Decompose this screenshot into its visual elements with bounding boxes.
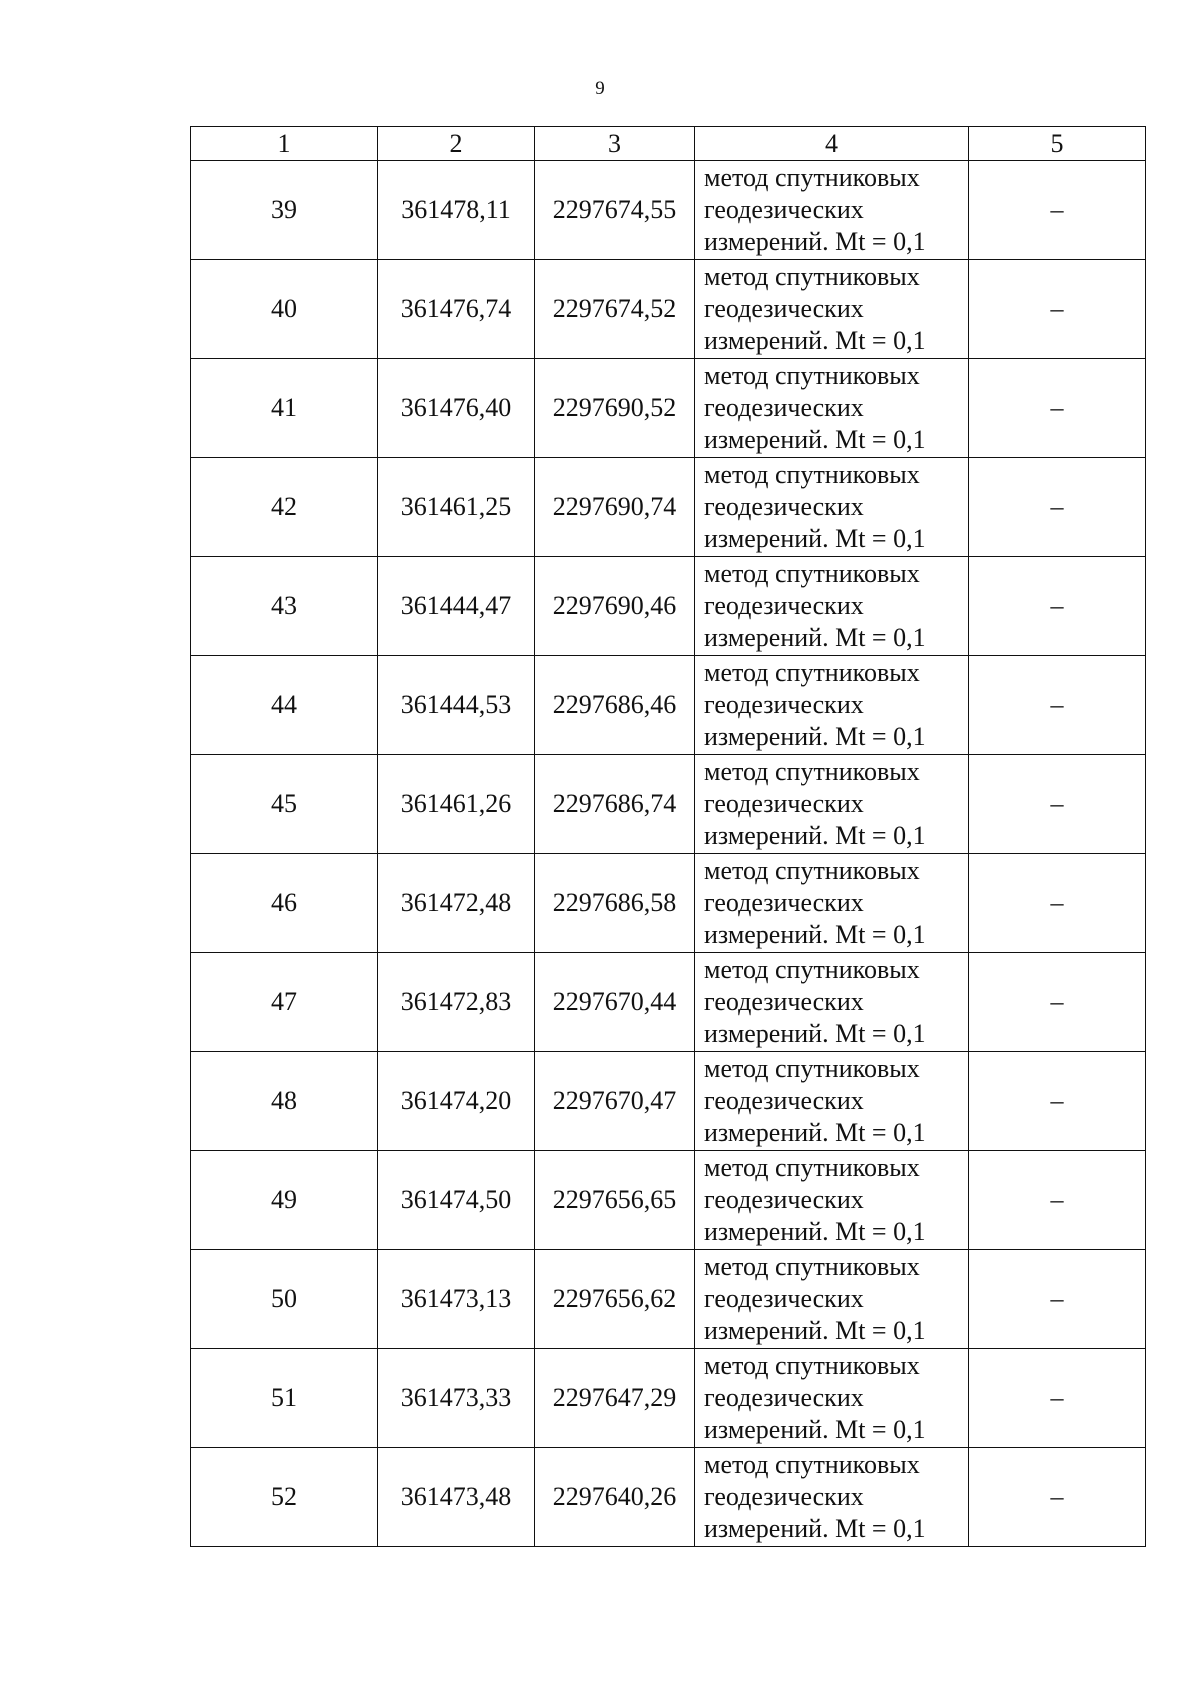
x-coordinate-cell: 361444,53	[378, 656, 535, 755]
point-number-cell: 40	[191, 260, 378, 359]
note-cell: –	[969, 1151, 1146, 1250]
method-cell	[695, 1250, 969, 1349]
point-number-cell: 52	[191, 1448, 378, 1547]
method-line: измерений. Mt = 0,1	[704, 1316, 926, 1345]
method-line: геодезических	[704, 294, 864, 323]
method-line: метод спутниковых	[704, 1351, 920, 1380]
table-row	[191, 1448, 1146, 1547]
table-row	[191, 656, 1146, 755]
note-cell: –	[969, 1448, 1146, 1547]
method-line: геодезических	[704, 690, 864, 719]
y-coordinate-cell: 2297674,52	[535, 260, 695, 359]
note-cell: –	[969, 458, 1146, 557]
y-coordinate-cell: 2297690,46	[535, 557, 695, 656]
method-line: метод спутниковых	[704, 1054, 920, 1083]
method-cell	[695, 1349, 969, 1448]
y-coordinate-cell: 2297686,46	[535, 656, 695, 755]
note-cell: –	[969, 854, 1146, 953]
method-line: геодезических	[704, 195, 864, 224]
y-coordinate-cell: 2297670,44	[535, 953, 695, 1052]
table-row	[191, 953, 1146, 1052]
method-cell	[695, 656, 969, 755]
method-cell	[695, 458, 969, 557]
method-line: геодезических	[704, 987, 864, 1016]
x-coordinate-cell: 361478,11	[378, 161, 535, 260]
table-body	[191, 161, 1146, 1547]
method-line: измерений. Mt = 0,1	[704, 425, 926, 454]
table-row	[191, 1250, 1146, 1349]
method-line: измерений. Mt = 0,1	[704, 1415, 926, 1444]
point-number-cell: 46	[191, 854, 378, 953]
method-line: метод спутниковых	[704, 559, 920, 588]
note-cell: –	[969, 1052, 1146, 1151]
point-number-cell: 43	[191, 557, 378, 656]
y-coordinate-cell: 2297647,29	[535, 1349, 695, 1448]
method-line: геодезических	[704, 591, 864, 620]
method-line: измерений. Mt = 0,1	[704, 1514, 926, 1543]
table-row	[191, 458, 1146, 557]
note-cell: –	[969, 1250, 1146, 1349]
x-coordinate-cell: 361473,13	[378, 1250, 535, 1349]
point-number-cell: 42	[191, 458, 378, 557]
x-coordinate-cell: 361476,40	[378, 359, 535, 458]
note-cell: –	[969, 260, 1146, 359]
method-line: измерений. Mt = 0,1	[704, 920, 926, 949]
method-cell	[695, 953, 969, 1052]
x-coordinate-cell: 361473,48	[378, 1448, 535, 1547]
method-line: метод спутниковых	[704, 1153, 920, 1182]
method-cell	[695, 1052, 969, 1151]
y-coordinate-cell: 2297640,26	[535, 1448, 695, 1547]
note-cell: –	[969, 1349, 1146, 1448]
method-line: метод спутниковых	[704, 460, 920, 489]
x-coordinate-cell: 361476,74	[378, 260, 535, 359]
method-line: метод спутниковых	[704, 361, 920, 390]
column-header-2: 2	[378, 127, 535, 161]
method-line: геодезических	[704, 888, 864, 917]
x-coordinate-cell: 361474,50	[378, 1151, 535, 1250]
note-cell: –	[969, 656, 1146, 755]
method-cell	[695, 854, 969, 953]
method-line: метод спутниковых	[704, 163, 920, 192]
x-coordinate-cell: 361474,20	[378, 1052, 535, 1151]
y-coordinate-cell: 2297690,52	[535, 359, 695, 458]
x-coordinate-cell: 361444,47	[378, 557, 535, 656]
method-cell	[695, 755, 969, 854]
point-number-cell: 49	[191, 1151, 378, 1250]
method-line: измерений. Mt = 0,1	[704, 326, 926, 355]
y-coordinate-cell: 2297674,55	[535, 161, 695, 260]
y-coordinate-cell: 2297656,62	[535, 1250, 695, 1349]
table-row	[191, 1052, 1146, 1151]
x-coordinate-cell: 361461,25	[378, 458, 535, 557]
table-row	[191, 359, 1146, 458]
point-number-cell: 47	[191, 953, 378, 1052]
point-number-cell: 44	[191, 656, 378, 755]
y-coordinate-cell: 2297690,74	[535, 458, 695, 557]
column-header-4: 4	[695, 127, 969, 161]
method-line: метод спутниковых	[704, 262, 920, 291]
method-line: измерений. Mt = 0,1	[704, 722, 926, 751]
method-line: геодезических	[704, 393, 864, 422]
method-line: метод спутниковых	[704, 658, 920, 687]
method-cell	[695, 161, 969, 260]
method-line: геодезических	[704, 1086, 864, 1115]
y-coordinate-cell: 2297670,47	[535, 1052, 695, 1151]
header-row	[191, 127, 1146, 161]
y-coordinate-cell: 2297686,74	[535, 755, 695, 854]
method-line: измерений. Mt = 0,1	[704, 1019, 926, 1048]
point-number-cell: 51	[191, 1349, 378, 1448]
y-coordinate-cell: 2297686,58	[535, 854, 695, 953]
method-line: геодезических	[704, 492, 864, 521]
method-line: геодезических	[704, 789, 864, 818]
column-header-1: 1	[191, 127, 378, 161]
method-line: метод спутниковых	[704, 856, 920, 885]
note-cell: –	[969, 557, 1146, 656]
table-row	[191, 161, 1146, 260]
table-row	[191, 557, 1146, 656]
note-cell: –	[969, 359, 1146, 458]
y-coordinate-cell: 2297656,65	[535, 1151, 695, 1250]
note-cell: –	[969, 161, 1146, 260]
point-number-cell: 50	[191, 1250, 378, 1349]
table-header	[191, 127, 1146, 161]
x-coordinate-cell: 361473,33	[378, 1349, 535, 1448]
method-line: измерений. Mt = 0,1	[704, 821, 926, 850]
note-cell: –	[969, 755, 1146, 854]
table-row	[191, 1151, 1146, 1250]
point-number-cell: 41	[191, 359, 378, 458]
note-cell: –	[969, 953, 1146, 1052]
table-row	[191, 1349, 1146, 1448]
method-line: геодезических	[704, 1383, 864, 1412]
method-cell	[695, 557, 969, 656]
x-coordinate-cell: 361461,26	[378, 755, 535, 854]
method-line: измерений. Mt = 0,1	[704, 623, 926, 652]
method-line: метод спутниковых	[704, 1450, 920, 1479]
method-line: измерений. Mt = 0,1	[704, 1118, 926, 1147]
table-row	[191, 755, 1146, 854]
coordinates-table	[190, 126, 1146, 1547]
point-number-cell: 45	[191, 755, 378, 854]
method-cell	[695, 260, 969, 359]
method-line: измерений. Mt = 0,1	[704, 227, 926, 256]
method-line: геодезических	[704, 1185, 864, 1214]
point-number-cell: 48	[191, 1052, 378, 1151]
method-line: метод спутниковых	[704, 1252, 920, 1281]
table-row	[191, 854, 1146, 953]
method-line: метод спутниковых	[704, 757, 920, 786]
column-header-3: 3	[535, 127, 695, 161]
method-cell	[695, 359, 969, 458]
table-row	[191, 260, 1146, 359]
x-coordinate-cell: 361472,48	[378, 854, 535, 953]
page-number: 9	[595, 78, 605, 99]
point-number-cell: 39	[191, 161, 378, 260]
method-line: измерений. Mt = 0,1	[704, 1217, 926, 1246]
method-line: геодезических	[704, 1284, 864, 1313]
x-coordinate-cell: 361472,83	[378, 953, 535, 1052]
column-header-5: 5	[969, 127, 1146, 161]
method-line: геодезических	[704, 1482, 864, 1511]
method-line: метод спутниковых	[704, 955, 920, 984]
method-line: измерений. Mt = 0,1	[704, 524, 926, 553]
coordinates-table-container	[190, 126, 1145, 1547]
method-cell	[695, 1448, 969, 1547]
method-cell	[695, 1151, 969, 1250]
